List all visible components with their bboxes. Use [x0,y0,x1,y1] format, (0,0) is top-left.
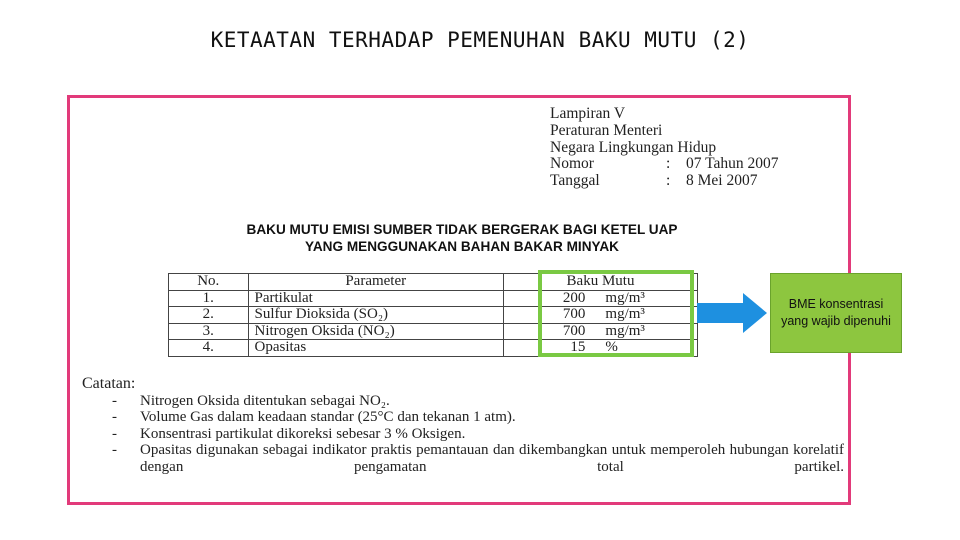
document-heading [70,222,854,255]
note-item [82,442,844,475]
notes-section [82,376,844,475]
reference-key: Tanggal [550,172,600,190]
cell-unit: mg/m³ [599,323,697,340]
reference-text: Negara Lingkungan Hidup [550,138,717,156]
cell-parameter: Nitrogen Oksida (NO₂) [248,323,503,340]
column-header-parameter: Parameter [248,274,503,291]
arrow-right-icon [697,293,767,333]
cell-parameter: Partikulat [248,290,503,307]
reference-line [550,156,779,173]
column-header-value: Baku Mutu [503,274,697,291]
cell-value: 15 [503,340,599,357]
arrow-shape [697,293,767,333]
reference-line [550,123,779,140]
note-bullet: - [112,442,117,458]
note-text: Konsentrasi partikulat dikoreksi sebesar 3 % Oksigen. [140,425,466,442]
value-column-highlight [538,270,694,357]
reference-line [550,173,779,190]
heading-line: YANG MENGGUNAKAN BAHAN BAKAR MINYAK [305,238,619,254]
note-text: Volume Gas dalam keadaan standar (25°C dan tekanan 1 atm). [140,409,516,425]
cell-unit: % [599,340,697,357]
reference-text: Lampiran V [550,105,626,122]
reference-value: 07 Tahun 2007 [686,155,779,173]
note-text: Opasitas digunakan sebagai indikator praktis pemantauan dan dikembangkan untuk memperoleh hubungan korelatif dengan pengamatan total partikel. [140,442,844,475]
reference-value: 8 Mei 2007 [686,172,758,190]
cell-unit: mg/m³ [599,307,697,324]
callout-text: BME konsentrasi yang wajib dipenuhi [781,297,891,328]
note-item [82,409,844,426]
regulation-reference [550,106,779,190]
cell-parameter: Opasitas [248,340,503,357]
reference-text: Peraturan Menteri [550,121,663,139]
cell-value: 200 [503,290,599,307]
note-text: Nitrogen Oksida ditentukan sebagai NO₂. [140,392,390,409]
cell-value: 700 [503,307,599,324]
note-item [82,426,844,443]
cell-no: 1. [169,290,249,307]
reference-key: Nomor [550,155,594,173]
reference-line [550,106,779,123]
cell-no: 2. [169,307,249,324]
heading-line: BAKU MUTU EMISI SUMBER TIDAK BERGERAK BAGI KETEL UAP [246,222,678,237]
cell-no: 4. [169,340,249,357]
column-header-no: No. [169,274,249,291]
notes-title: Catatan: [82,375,136,392]
note-bullet: - [112,409,117,425]
reference-separator: : [666,155,671,173]
cell-unit: mg/m³ [599,290,697,307]
note-item [82,393,844,410]
callout-box [770,273,902,353]
cell-value: 700 [503,323,599,340]
reference-separator: : [666,172,671,190]
cell-no: 3. [169,323,249,340]
note-bullet: - [112,425,117,442]
reference-line [550,140,779,157]
cell-parameter: Sulfur Dioksida (SO₂) [248,307,503,324]
slide-title: KETAATAN TERHADAP PEMENUHAN BAKU MUTU (2) [210,28,750,52]
note-bullet: - [112,392,117,409]
